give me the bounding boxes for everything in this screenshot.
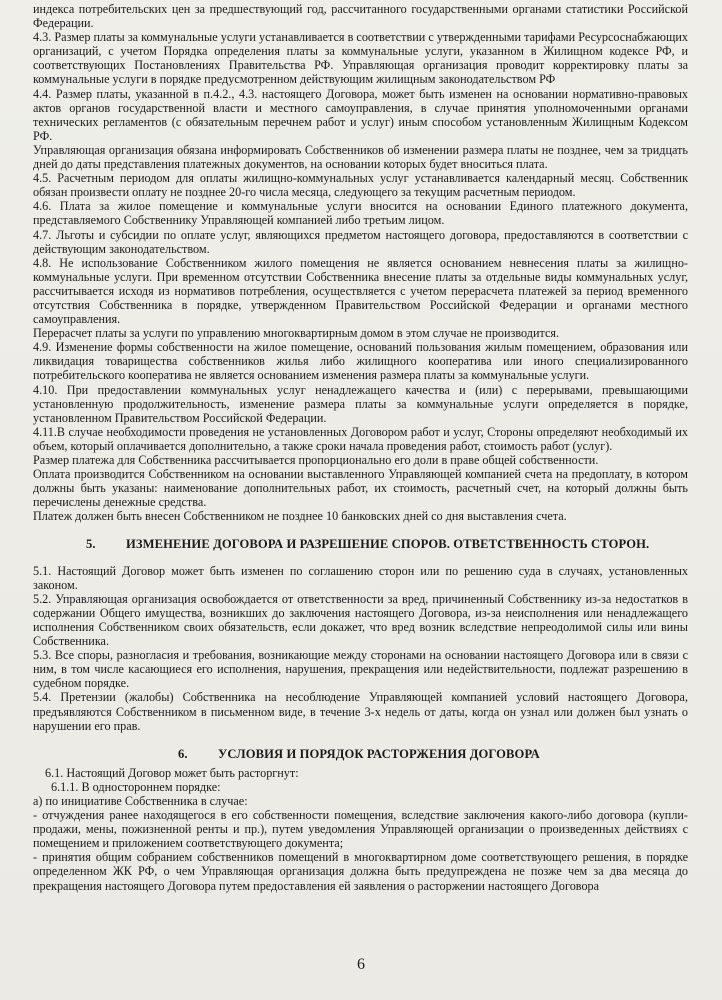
- clause-4-7: 4.7. Льготы и субсидии по оплате услуг, являющихся предметом настоящего договора, предоставляются в соответствии с действующим законодательством.: [33, 227, 688, 256]
- clause-4-5: 4.5. Расчетным периодом для оплаты жилищно-коммунальных услуг устанавливается календарный месяц. Собственник обязан произвести оплату не позднее 20-го числа месяца, следующего за текущим расчетным периодом.: [33, 171, 688, 200]
- clause-4-10: 4.10. При предоставлении коммунальных услуг ненадлежащего качества и (или) с перерывами, превышающими установленную продолжительность, изменение размера платы за коммунальные услуги определяется в порядке, установленном Правительством Российской Федерации.: [33, 382, 688, 425]
- clause-6-bullet-2: - принятия общим собранием собственников помещений в многоквартирном доме соответствующего решения, в порядке определенном ЖК РФ, о чем Управляющая организация должна быть предупреждена не позже чем за два месяца до прекращения настоящего Договора путем предоставления ей заявления о расторжении настоящего Договора: [33, 850, 688, 893]
- clause-4-3: 4.3. Размер платы за коммунальные услуги устанавливается в соответствии с утвержденными тарифами Ресурсоснабжающих организаций, с учетом Порядка определения платы за коммунальные услуги, указанном в Жилищном кодексе РФ, и соответствующих Постановлениях Правительства РФ. Управляющая организация проводит корректировку платы за коммунальные услуги в порядке предусмотренном действующим жилищным законодательством РФ: [33, 30, 688, 87]
- paragraph-continuation: индекса потребительских цен за предшествующий год, рассчитанного государственными органами статистики Российской Федерации.: [33, 2, 688, 31]
- paragraph-prepayment: Оплата производится Собственником на основании выставленного Управляющей компанией счета на предоплату, в котором должны быть указаны: наименование дополнительных работ, их стоимость, расчетный счет, на который должны быть перечислены денежные средства.: [33, 467, 688, 510]
- clause-4-9: 4.9. Изменение формы собственности на жилое помещение, оснований пользования жилым помещением, образования или ликвидация товарищества собственников жилья либо жилищного кооператива или иного специализированного потребительского кооператива не является основанием изменения размера платы за коммунальные услуги.: [33, 340, 688, 383]
- section-6-number: 6.: [178, 746, 188, 761]
- clause-6-1-1-a: а) по инициативе Собственника в случае:: [33, 793, 248, 808]
- clause-5-3: 5.3. Все споры, разногласия и требования, возникающие между сторонами на основании настоящего Договора или в связи с ним, в том числе касающиеся его исполнения, нарушения, прекращения или недействительности, подлежат разрешению в судебном порядке.: [33, 648, 688, 691]
- clause-6-bullet-1: - отчуждения ранее находящегося в его собственности помещения, вследствие заключения какого-либо договора (купли-продажи, мены, пожизненной ренты и пр.), путем уведомления Управляющей организации о произведенных действиях с помещением и приложением соответствующего документа;: [33, 808, 688, 851]
- clause-4-6: 4.6. Плата за жилое помещение и коммунальные услуги вносится на основании Единого платежного документа, представляемого Собственнику Управляющей компанией либо третьим лицом.: [33, 199, 688, 228]
- paragraph-notice: Управляющая организация обязана информировать Собственников об изменении размера платы не позднее, чем за тридцать дней до даты представления платежных документов, на основании которых будет вноситься плата.: [33, 142, 688, 172]
- clause-5-4: 5.4. Претензии (жалобы) Собственника на несоблюдение Управляющей компанией условий настоящего Договора, предъявляются Собственником в письменном виде, в течение 3-х недель от даты, когда он узнал или должен был узнать о нарушении его прав.: [33, 690, 688, 733]
- paragraph-payment-deadline: Платеж должен быть внесен Собственником не позднее 10 банковских дней со дня выставления счета.: [33, 509, 567, 524]
- section-5-title: ИЗМЕНЕНИЕ ДОГОВОРА И РАЗРЕШЕНИЕ СПОРОВ. ОТВЕТСТВЕННОСТЬ СТОРОН.: [126, 537, 650, 552]
- section-6-heading: [33, 747, 688, 761]
- paragraph-recalc: Перерасчет платы за услуги по управлению многоквартирным домом в этом случае не производится.: [33, 326, 560, 341]
- clause-5-2: 5.2. Управляющая организация освобождается от ответственности за вред, причиненный Собственнику из-за недостатков в содержании Общего имущества, возникших до заключения настоящего Договора, из-за неисполнения или ненадлежащего исполнения Собственником своих обязательств, если докажет, что вред возник вследствие непреодолимой силы или вины Собственника.: [33, 591, 688, 649]
- paragraph-payment-share: Размер платежа для Собственника рассчитывается пропорционально его доли в праве общей собственности.: [33, 453, 599, 467]
- clause-5-1: 5.1. Настоящий Договор может быть изменен по соглашению сторон или по решению суда в случаях, установленных законом.: [33, 563, 688, 592]
- section-5-number: 5.: [86, 537, 96, 552]
- clause-4-8: 4.8. Не использование Собственником жилого помещения не является основанием невнесения платы за жилищно-коммунальные услуги. При временном отсутствии Собственника внесение платы за отдельные виды коммунальных услуг, рассчитывается исходя из нормативов потребления, осуществляется с учетом перерасчета платежей за период временного отсутствия Собственника в порядке, утвержденном Правительством Российской Федерации и органами местного самоуправления.: [33, 255, 688, 327]
- clause-6-1-1: 6.1.1. В одностороннем порядке:: [51, 779, 221, 794]
- section-6-title: УСЛОВИЯ И ПОРЯДОК РАСТОРЖЕНИЯ ДОГОВОРА: [218, 746, 540, 761]
- clause-4-11: 4.11.В случае необходимости проведения не установленных Договором работ и услуг, Стороны определяют необходимый их объем, который оплачивается дополнительно, а также сроки начала проведения работ, стоимость работ (услуг).: [33, 424, 688, 453]
- document-body: [33, 2, 688, 893]
- clause-4-4: 4.4. Размер платы, указанной в п.4.2., 4.3. настоящего Договора, может быть изменен на основании нормативно-правовых актов органов государственной власти и местного самоуправления, в случае принятия уполномоченными органами технических регламентов (с обязательным перечнем работ и услуг) иным способом установленным Жилищным Кодексом РФ.: [33, 86, 688, 143]
- page-number: 6: [357, 956, 365, 973]
- clause-6-1: 6.1. Настоящий Договор может быть расторгнут:: [45, 765, 299, 780]
- section-5-heading: [33, 537, 688, 551]
